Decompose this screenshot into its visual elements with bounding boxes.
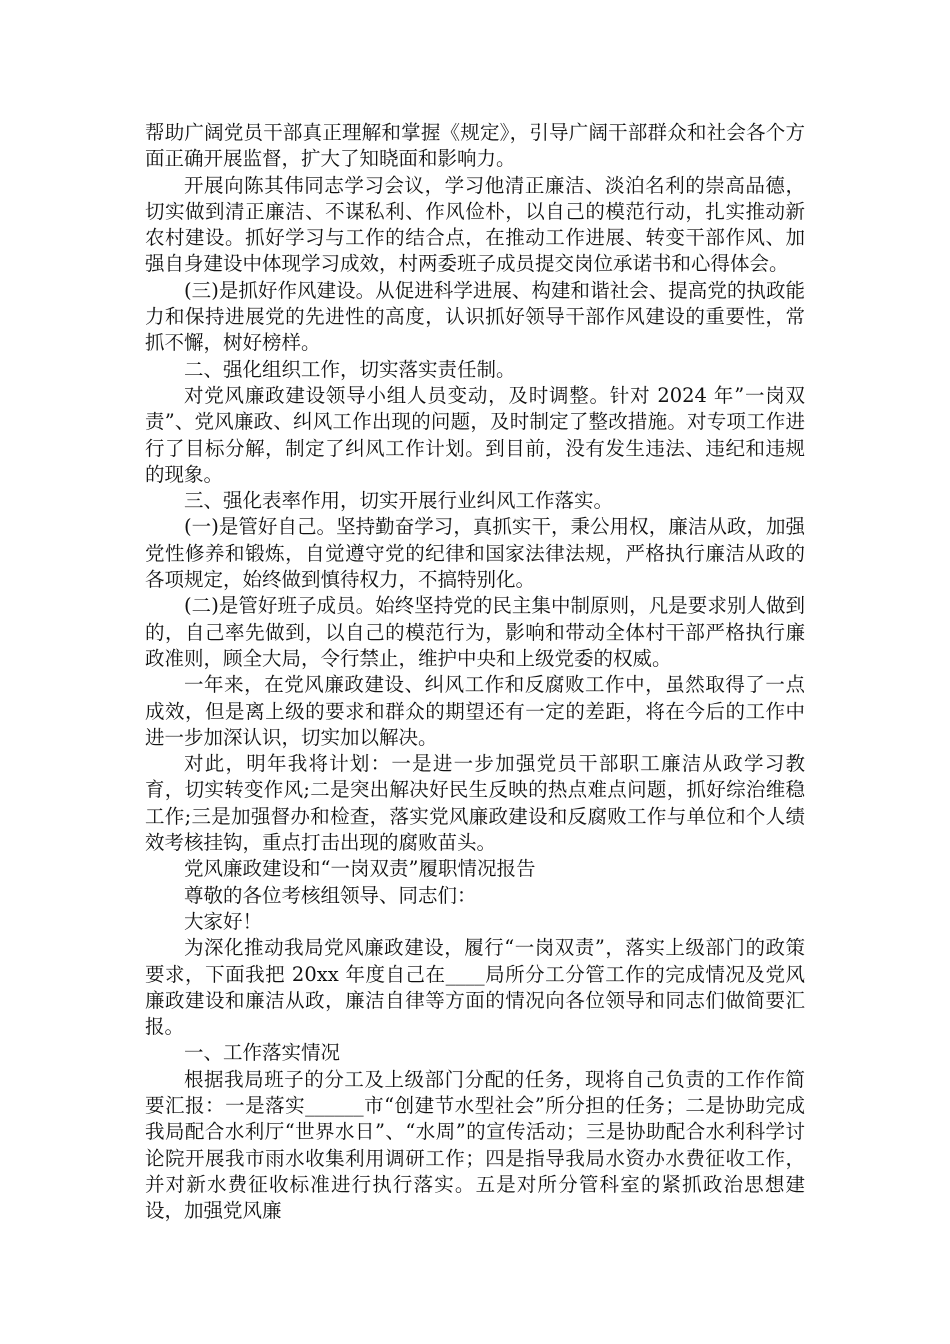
salutation: 尊敬的各位考核组领导、同志们： bbox=[184, 883, 477, 907]
paragraph-7: 一年来，在党风廉政建设、纠风工作和反腐败工作中，虽然取得了一点成效，但是离上级的要求和群众的期望还有一定的差距，将在今后的工作中进一步加深认识，切实加以解决。 bbox=[145, 673, 805, 749]
section-heading-3: 三、强化表率作用，切实开展行业纠风工作落实。 bbox=[184, 489, 614, 513]
paragraph-5: (一)是管好自己。坚持勤奋学习，真抓实干，秉公用权，廉洁从政，加强党性修养和锻炼，自觉遵守党的纪律和国家法律法规，严格执行廉洁从政的各项规定，始终做到慎待权力，不搞特别化。 bbox=[145, 515, 805, 592]
paragraph-1: 帮助广阔党员干部真正理解和掌握《规定》，引导广阔干部群众和社会各个方面正确开展监督，扩大了知晓面和影响力。 bbox=[145, 121, 805, 171]
section-heading-work: 一、工作落实情况 bbox=[184, 1041, 341, 1065]
document-page bbox=[145, 120, 805, 1224]
paragraph-10: 根据我局班子的分工及上级部门分配的任务，现将自己负责的工作作简要汇报：一是落实______市“创建节水型社会”所分担的任务；二是协助完成我局配合水利厅“世界水日”、“水周”的宣传活动；三是协助配合水利科学讨论院开展我市雨水收集利用调研工作；四是指导我局水资办水费征收工作，并对新水费征收标准进行执行落实。五是对所分管科室的紧抓政治思想建设，加强党风廉 bbox=[145, 1067, 805, 1223]
paragraph-4: 对党风廉政建设领导小组人员变动，及时调整。针对 2024 年”一岗双责”、党风廉政、纠风工作出现的问题，及时制定了整改措施。对专项工作进行了目标分解，制定了纠风工作计划。到目前，没有发生违法、违纪和违规的现象。 bbox=[145, 383, 805, 486]
greeting: 大家好！ bbox=[184, 909, 263, 933]
report-title: 党风廉政建设和“一岗双责”履职情况报告 bbox=[184, 857, 536, 881]
section-heading-2: 二、强化组织工作，切实落实责任制。 bbox=[184, 357, 516, 381]
paragraph-9: 为深化推动我局党风廉政建设，履行“一岗双责”，落实上级部门的政策要求，下面我把 20xx 年度自己在____局所分工分管工作的完成情况及党风廉政建设和廉洁从政，廉洁自律等方面的情况向各位领导和同志们做简要汇报。 bbox=[145, 936, 805, 1039]
paragraph-3: (三)是抓好作风建设。从促进科学进展、构建和谐社会、提高党的执政能力和保持进展党的先进性的高度，认识抓好领导干部作风建设的重要性，常抓不懈，树好榜样。 bbox=[145, 278, 805, 355]
paragraph-8: 对此，明年我将计划：一是进一步加强党员干部职工廉洁从政学习教育，切实转变作风;二是突出解决好民生反映的热点难点问题，抓好综治维稳工作;三是加强督办和检查，落实党风廉政建设和反腐败工作与单位和个人绩效考核挂钩，重点打击出现的腐败苗头。 bbox=[145, 752, 805, 855]
paragraph-6: (二)是管好班子成员。始终坚持党的民主集中制原则，凡是要求别人做到的，自己率先做到，以自己的模范行为，影响和带动全体村干部严格执行廉政准则，顾全大局，令行禁止，维护中央和上级党委的权威。 bbox=[145, 594, 805, 670]
paragraph-2: 开展向陈其伟同志学习会议，学习他清正廉洁、淡泊名利的崇高品德，切实做到清正廉洁、不谋私利、作风俭朴，以自己的模范行动，扎实推动新农村建设。抓好学习与工作的结合点，在推动工作进展、转变干部作风、加强自身建设中体现学习成效，村两委班子成员提交岗位承诺书和心得体会。 bbox=[145, 173, 805, 276]
